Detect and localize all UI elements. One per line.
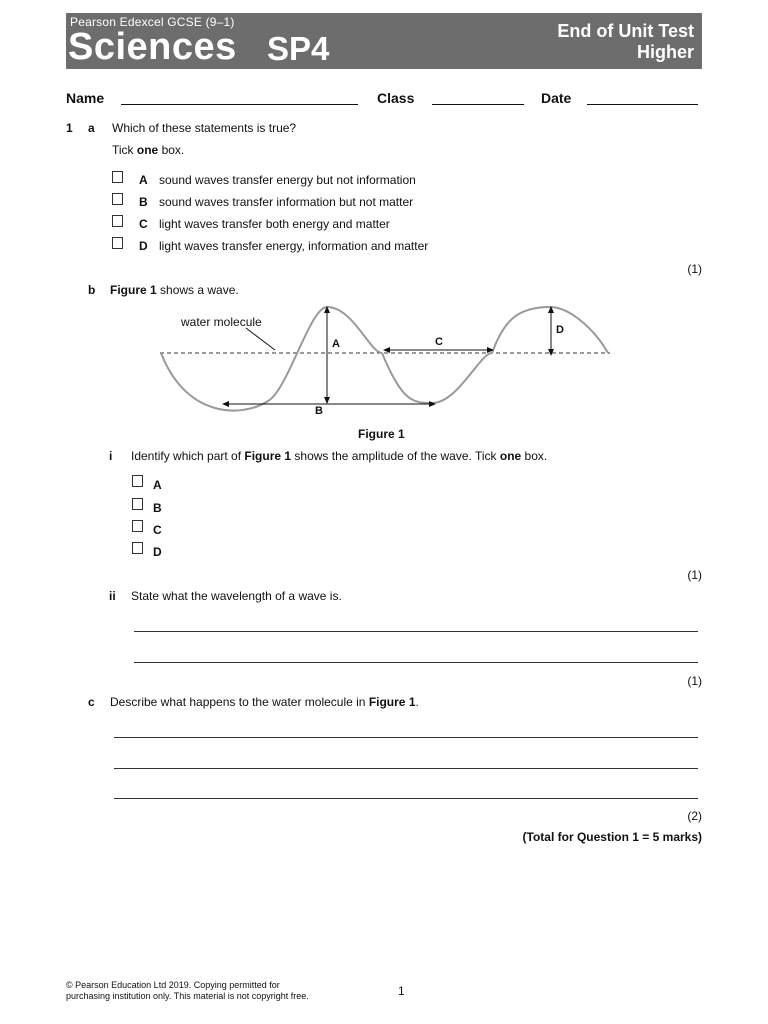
- question-1bi-text: Identify which part of Figure 1 shows the amplitude of the wave. Tick one box.: [131, 449, 548, 463]
- part-c-letter: c: [88, 695, 95, 709]
- part-bii-numeral: ii: [109, 589, 116, 603]
- part-b-letter: b: [88, 283, 96, 297]
- bi-option-letter-c: C: [153, 523, 162, 537]
- tick-box-a[interactable]: [112, 171, 123, 183]
- date-label: Date: [541, 90, 572, 106]
- class-label: Class: [377, 90, 415, 106]
- date-field[interactable]: [587, 104, 698, 105]
- answer-line-bii-1[interactable]: [134, 631, 698, 632]
- marks-1a: (1): [687, 262, 702, 276]
- answer-line-c-3[interactable]: [114, 798, 698, 799]
- question-1a-instruction: Tick one box.: [112, 143, 185, 157]
- option-row-a: [112, 171, 123, 186]
- question-number: 1: [66, 121, 73, 135]
- molecule-pointer: [246, 328, 275, 350]
- unit-code: SP4: [267, 30, 330, 67]
- copyright-line-2: purchasing institution only. This material is not copyright free.: [66, 991, 309, 1001]
- marks-1c: (2): [687, 809, 702, 823]
- option-text-a: sound waves transfer energy but not information: [159, 173, 416, 187]
- option-text-b: sound waves transfer information but not matter: [159, 195, 414, 209]
- bi-tick-box-b[interactable]: [132, 498, 143, 510]
- option-row-d: [112, 237, 123, 252]
- page-number: 1: [398, 984, 405, 998]
- wave-label-a: A: [332, 338, 340, 350]
- bi-option-row-a: [132, 475, 143, 490]
- bi-option-row-c: [132, 520, 143, 535]
- option-letter-b: B: [139, 195, 148, 209]
- wave-label-b: B: [315, 405, 323, 417]
- name-field[interactable]: [121, 104, 358, 105]
- bi-option-row-b: [132, 498, 143, 513]
- class-field[interactable]: [432, 104, 524, 105]
- bi-option-letter-b: B: [153, 501, 162, 515]
- wave-label-c: C: [435, 336, 443, 348]
- tick-box-d[interactable]: [112, 237, 123, 249]
- marks-1bii: (1): [687, 674, 702, 688]
- question-1bii-text: State what the wavelength of a wave is.: [131, 589, 342, 603]
- water-molecule-label: water molecule: [181, 315, 262, 329]
- answer-line-bii-2[interactable]: [134, 662, 698, 663]
- brand-text: Pearson Edexcel GCSE (9–1): [70, 15, 235, 29]
- bi-tick-box-a[interactable]: [132, 475, 143, 487]
- bi-option-letter-a: A: [153, 478, 162, 492]
- subject-title: Sciences: [68, 26, 237, 68]
- option-text-d: light waves transfer energy, information and matter: [159, 239, 429, 253]
- tick-box-b[interactable]: [112, 193, 123, 205]
- copyright-line-1: © Pearson Education Ltd 2019. Copying permitted for: [66, 980, 280, 990]
- part-bi-numeral: i: [109, 449, 113, 463]
- bi-option-row-d: [132, 542, 143, 557]
- question-total: (Total for Question 1 = 5 marks): [522, 830, 702, 844]
- question-1c-text: Describe what happens to the water molecule in Figure 1.: [110, 695, 419, 709]
- answer-line-c-1[interactable]: [114, 737, 698, 738]
- test-level: Higher: [636, 42, 694, 62]
- marks-1bi: (1): [687, 568, 702, 582]
- question-1a-text: Which of these statements is true?: [112, 121, 297, 135]
- option-text-c: light waves transfer both energy and matter: [159, 217, 390, 231]
- option-row-c: [112, 215, 123, 230]
- option-letter-d: D: [139, 239, 148, 253]
- answer-line-c-2[interactable]: [114, 768, 698, 769]
- option-letter-a: A: [139, 173, 148, 187]
- bi-tick-box-c[interactable]: [132, 520, 143, 532]
- figure-caption: Figure 1: [358, 427, 405, 441]
- wave-label-d: D: [556, 324, 564, 336]
- name-label: Name: [66, 90, 105, 106]
- tick-box-c[interactable]: [112, 215, 123, 227]
- bi-option-letter-d: D: [153, 545, 162, 559]
- option-letter-c: C: [139, 217, 148, 231]
- option-row-b: [112, 193, 123, 208]
- part-a-letter: a: [88, 121, 95, 135]
- test-title: End of Unit Test: [557, 21, 694, 41]
- bi-tick-box-d[interactable]: [132, 542, 143, 554]
- question-1b-intro: Figure 1 shows a wave.: [110, 283, 239, 297]
- copyright-footer: [66, 980, 309, 1002]
